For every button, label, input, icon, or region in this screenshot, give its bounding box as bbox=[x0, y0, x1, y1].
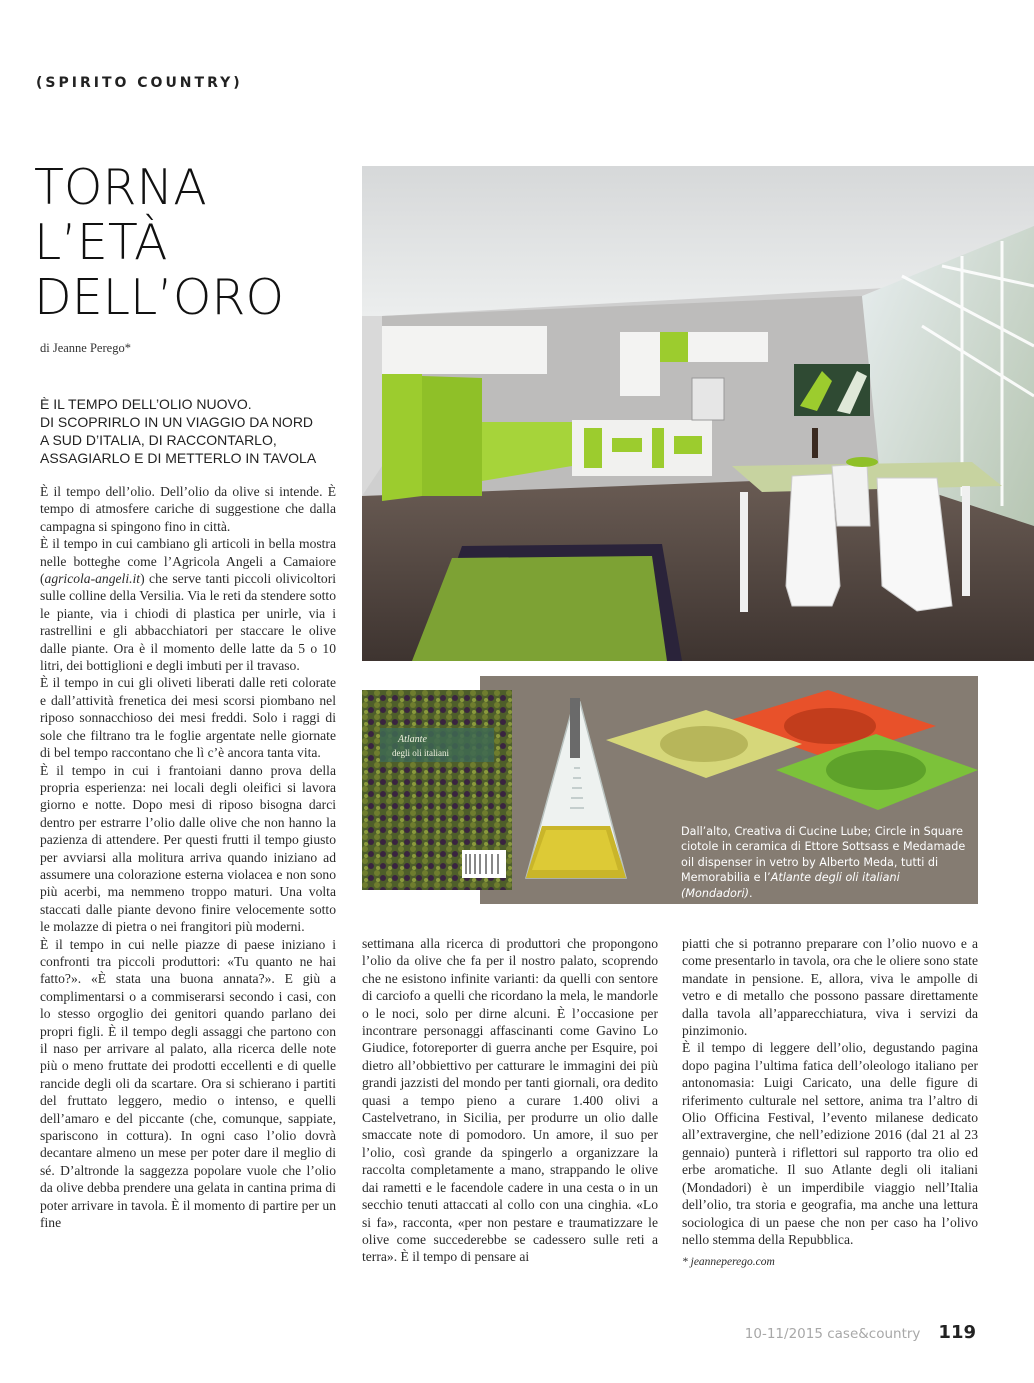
lead-paragraph bbox=[40, 395, 360, 467]
website-link[interactable]: agricola-angeli.it bbox=[44, 571, 141, 587]
paragraph: È il tempo in cui nelle piazze di paese iniziano i confronti tra piccoli produttori: «Tu quanto ne hai fatto?». «È stata una buonа annata?». E giù a complimentarsi o a commiserarsi secondo i casi, con lo stesso orgoglio dei genitori quando parlano dei propri figli. È il tempo degli assaggi che partono con il naso per arrivare al palato, alla ricerca delle note più o meno fruttate dei prodotti eccellenti e di quelle rancide degli oli da scartare. Ora si schierano i partiti del fruttato leggero, medio o intenso, e quelli dell’amaro e del piccante (che, comunque, sappiate, spariscono in cottura). In ogni caso l’olio dovrà decantare almeno un mese per poter dare il meglio di sé. D’altronde la saggezza popolare vuole che l’olio da olive debba prendere una gelata in cantina prima di poter arrivare in tavola. È il momento di partire per un fine bbox=[40, 936, 336, 1231]
issue-label: 10-11/2015 case&country bbox=[744, 1326, 921, 1342]
photo-caption bbox=[681, 824, 971, 901]
caption-text: Dall’alto, Creativa di Cucine Lube; Circle in Square ciotole in ceramica di Ettore Sottsass e Medamade oil dispenser in vetro by Alberto Meda, tutti di Memorabilia e l’ bbox=[681, 825, 966, 885]
page-folio bbox=[745, 1322, 976, 1343]
paragraph: settimana alla ricerca di produttori che propongono l’olio da olive che fa per il nostro palato, scoprendo che ne esistono infinite varianti: da quelli con sentore di carciofo a quelli che ricordano la mela, le mandorle o le noci, solo per dirne alcuni. È l’occasione per incontrare personaggi affascinanti come Gavino Lo Giudice, fotoreporter di guerra anche per Esquire, poi dietro all’obbiettivo per catturare le immagini dei più grandi jazzisti del mondo per tanti giornali, ora dedito quasi a tempo pieno a curare 1.400 olivi a Castelvetrano, in Sicilia, per produrre un olio dalle smaccate note di pomodoro. Un amore, il suo per l’olio, così grande da spingerlo a organizzare la raccolta completamente a mano, strappando le olive dai rametti e le facendole cadere in una cesta o in un secchio tenuti attaccati al collo con una cinghia. «Lo si fa», racconta, «per non pestare e traumatizzare le olive come succederebbe se cadessero sulle reti a terra». È il tempo di pensare ai bbox=[362, 936, 658, 1265]
paragraph: piatti che si potranno preparare con l’olio nuovo e a come presentarlo in tavola, ora che le oliere sono state mandate in pensione. E, allora, viva le ampolle di vetro e di metallo che possono passare direttamente dalla tavola all’apparecchiatura, viva i servizi da pinzimonio. bbox=[682, 936, 978, 1039]
lead-line: È IL TEMPO DELL’OLIO NUOVO. bbox=[40, 396, 252, 412]
lead-line: DI SCOPRIRLO IN UN VIAGGIO DA NORD bbox=[40, 414, 314, 430]
paragraph-text: È il tempo in cui cambiano gli articoli in bella mostra nelle botteghe come l’Agricola Angeli a Camaiore ( bbox=[40, 536, 336, 587]
lead-line: A SUD D’ITALIA, DI RACCONTARLO, bbox=[40, 432, 277, 448]
paragraph: È il tempo dell’olio. Dell’olio da olive si intende. È tempo di atmosfere cariche di suggestione che dalla campagna si spingono fino in città. bbox=[40, 484, 336, 534]
paragraph: È il tempo in cui gli oliveti liberati dalle reti colorate e dall’attività frenetica dei mesi scorsi piombano nel riposo sonnacchioso dei mesi freddi. Solo i raggi di sole che filtrano tra le foglie argentate nelle giornate di bel tempo raccontano che lì c’è ancora tanta vita. bbox=[40, 675, 336, 761]
byline: di Jeanne Perego* bbox=[40, 341, 131, 355]
oil-dispenser bbox=[518, 698, 630, 892]
title-line: L’ETÀ bbox=[34, 214, 168, 271]
body-column-1 bbox=[40, 483, 336, 1231]
title-line: TORNA bbox=[34, 159, 207, 216]
body-column-2 bbox=[362, 935, 658, 1266]
lead-line: ASSAGIARLO E DI METTERLO IN TAVOLA bbox=[40, 450, 317, 466]
paragraph bbox=[40, 535, 336, 674]
paragraph: È il tempo in cui i frantoiani danno prova della propria esperienza: nei locali degli oleifici si lavora giorno e notte. Dopo mesi di riposo bisogna darci dentro per estrarre l’olio dalle olive che non hanno la pazienza di attendere. Per questi frutti il tempo giusto per avviarsi alla molitura arriva quando iniziano ad assumere una colorazione esterna violacea e non sono più acerbi, ma nemmeno troppo maturi. Una volta staccati dalle piante devono finire velocemente sotto le molazze di pietra o nei frangitori più moderni. bbox=[40, 762, 336, 935]
book-title-line: degli oli italiani bbox=[392, 748, 449, 758]
caption-end: . bbox=[748, 886, 753, 900]
title-line: DELL’ORO bbox=[34, 269, 285, 326]
book-title-line: Atlante bbox=[398, 734, 427, 745]
section-kicker: (SPIRITO COUNTRY) bbox=[36, 75, 243, 91]
body-column-3 bbox=[682, 935, 978, 1272]
article-title bbox=[34, 160, 354, 325]
author-footnote: * jeanneperego.com bbox=[682, 1256, 775, 1269]
book-cover bbox=[362, 690, 512, 890]
page-number: 119 bbox=[938, 1322, 976, 1343]
paragraph: È il tempo di leggere dell’olio, degustando pagina dopo pagina l’ultima fatica dell’oleologo italiano per antonomasia: Luigi Caricato, una delle figure di riferimento culturale nel settore, anima tra l’altro di Olio Officina Festival, l’evento milanese dedicato all’extravergine, che nell’edizione 2016 (dal 21 al 23 gennaio) punterà i riflettori sul rapporto tra olio ed erbe aromatiche. Il suo Atlante degli oli italiani (Mondadori) è un imperdibile viaggio nell’Italia dell’olio, tra storia e geografia, ma anche una lettura sociologica di un paese che non per caso ha l’olivo nello stemma della Repubblica. bbox=[682, 1040, 978, 1247]
circle-in-square-bowls bbox=[606, 686, 978, 826]
caption-book-title: Atlante degli oli italiani (Mondadori) bbox=[681, 871, 900, 900]
paragraph-text: ) che serve tanti piccoli olivicoltori sulle colline della Versilia. Via le reti da stendere sotto le piante, via i chiodi di plastica per unirle, via i rastrellini e gli abbacchiatori per staccare le olive dalle piante. Ora è il momento delle latte da 5 o 10 litri, dei bottiglioni e degli imbuti per il travaso. bbox=[40, 571, 336, 674]
kitchen-photo bbox=[362, 166, 1034, 661]
